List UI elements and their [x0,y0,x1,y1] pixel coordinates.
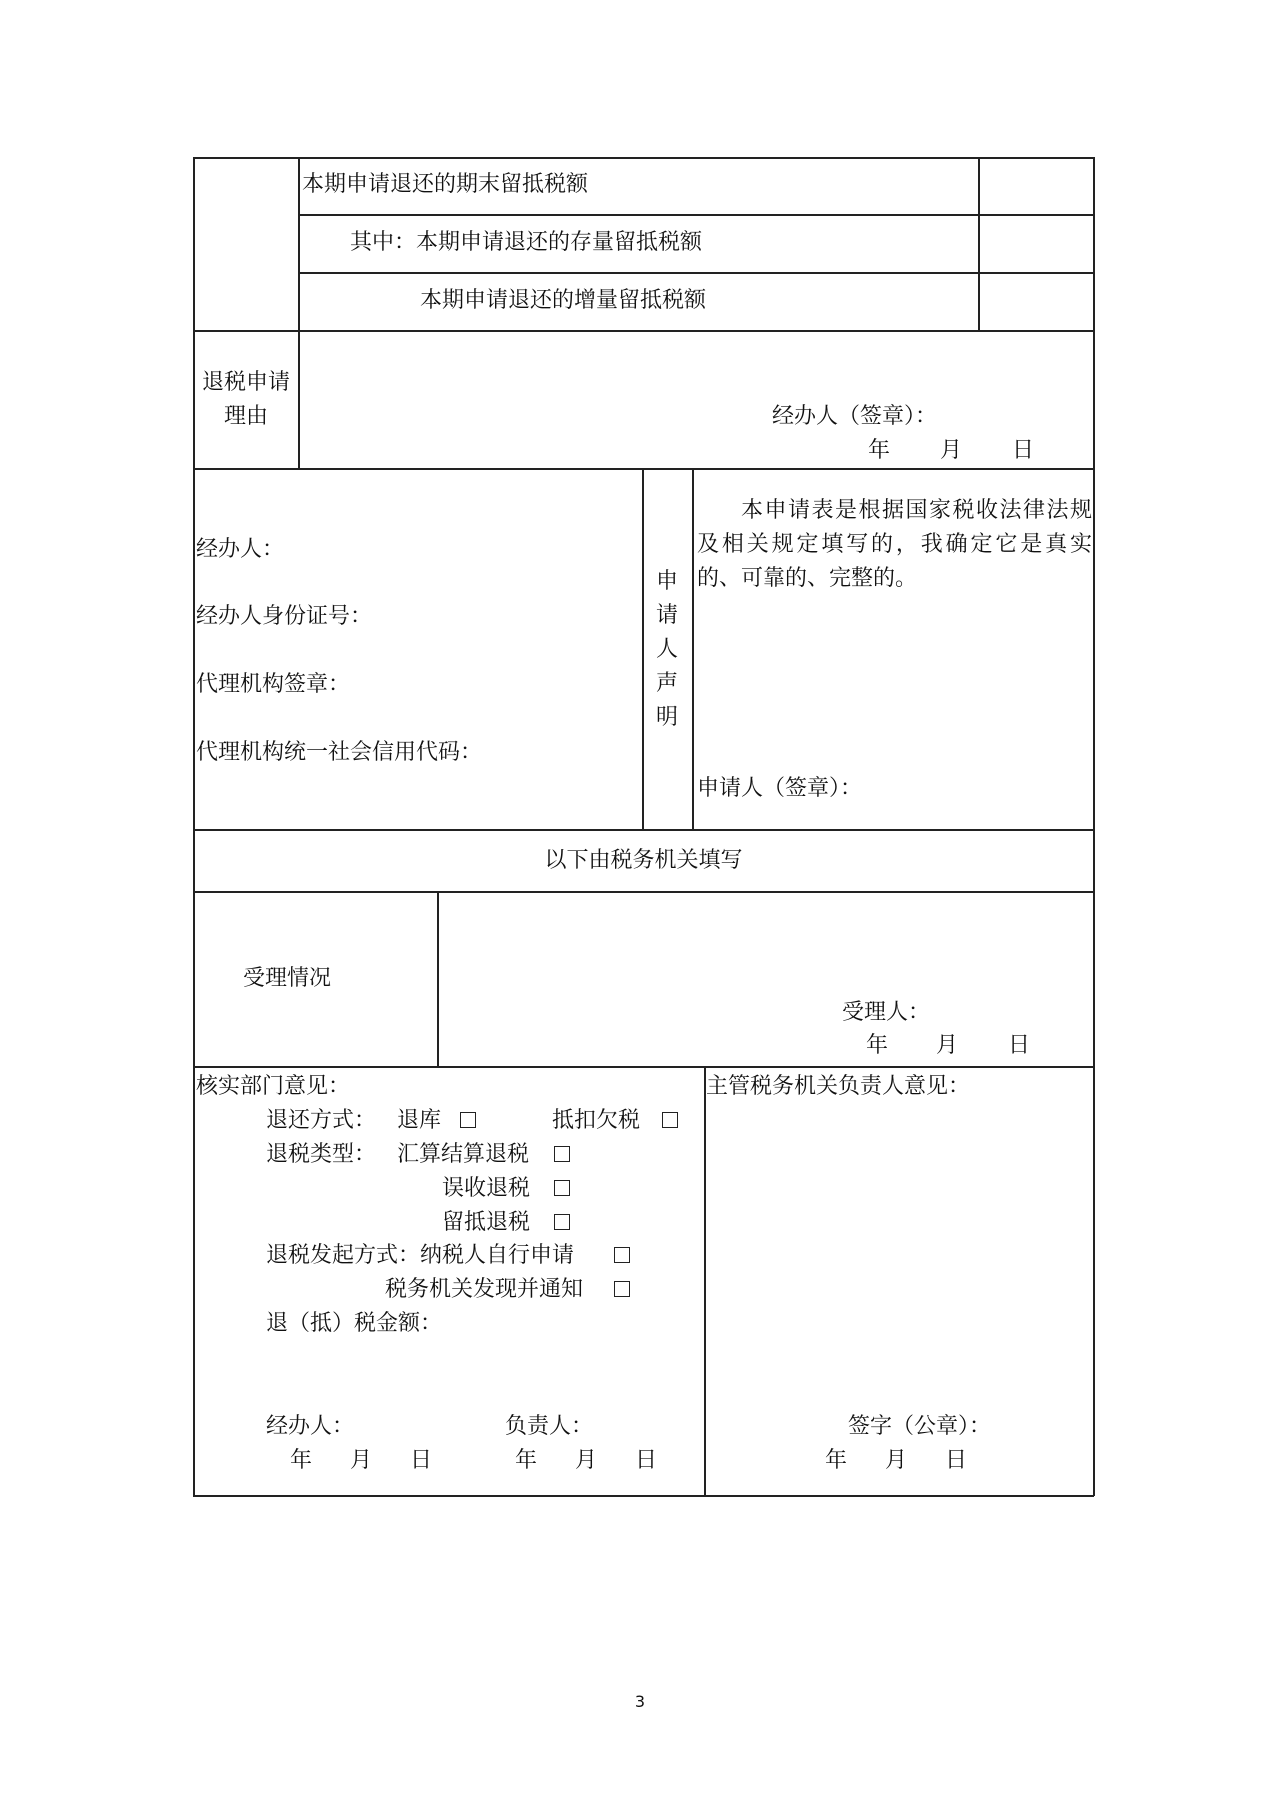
head-opinion-sign: 签字（公章）： [848,1414,992,1439]
declaration-char: 请 [655,603,678,628]
acceptance-receiver: 受理人： [842,1000,931,1025]
head-opinion-input-area[interactable] [708,1110,1090,1400]
refund-type-label: 退税类型： [266,1142,377,1167]
offset-arrears-checkbox[interactable] [662,1112,678,1128]
declaration-char: 声 [655,671,678,696]
opt-erroneous-label: 误收退税 [442,1176,531,1201]
stock-refund-label: 其中：本期申请退还的存量留抵税额 [350,230,703,255]
reason-input-area[interactable] [301,333,1091,413]
acceptance-input-area[interactable] [440,894,1090,994]
verification-responsible-label: 负责人： [505,1414,594,1439]
head-opinion-title: 主管税务机关负责人意见： [706,1074,971,1099]
agent-handler-id-label: 经办人身份证号： [196,604,373,629]
opt-credit-label: 留抵退税 [442,1210,531,1235]
reason-signer: 经办人（签章）： [772,404,938,429]
handler-date-month: 月 [350,1448,373,1473]
reason-date-month: 月 [940,438,963,463]
incremental-refund-label: 本期申请退还的增量留抵税额 [420,288,707,313]
acceptance-date-year: 年 [866,1033,889,1058]
incremental-refund-value-cell[interactable] [980,274,1092,329]
head-date-year: 年 [825,1448,848,1473]
acceptance-label: 受理情况 [243,966,332,991]
agent-agency-code-label: 代理机构统一社会信用代码： [196,740,483,765]
verification-handler-label: 经办人： [266,1414,355,1439]
responsible-date-month: 月 [575,1448,598,1473]
reason-label-line1: 退税申请 [201,370,290,395]
settlement-checkbox[interactable] [554,1146,570,1162]
refund-amount-field[interactable] [450,1309,690,1339]
verification-title: 核实部门意见： [196,1074,351,1099]
opt-settlement-label: 汇算结算退税 [397,1142,530,1167]
handler-date-year: 年 [290,1448,313,1473]
declaration-char: 明 [655,705,678,730]
credit-checkbox[interactable] [554,1214,570,1230]
reason-label-line2: 理由 [223,404,268,429]
reason-date-year: 年 [868,438,891,463]
erroneous-checkbox[interactable] [554,1180,570,1196]
handler-date-day: 日 [410,1448,433,1473]
declaration-char: 申 [655,569,678,594]
period-end-refund-label: 本期申请退还的期末留抵税额 [302,172,589,197]
stock-refund-value-cell[interactable] [980,216,1092,271]
initiation-label: 退税发起方式： [266,1243,421,1268]
period-end-refund-value-cell[interactable] [980,159,1092,213]
applicant-sign-label: 申请人（签章）： [697,776,863,801]
treasury-checkbox[interactable] [460,1112,476,1128]
taxpayer-apply-checkbox[interactable] [614,1247,630,1263]
declaration-label [652,565,682,735]
agent-agency-seal-label: 代理机构签章： [196,672,351,697]
office-notify-checkbox[interactable] [614,1281,630,1297]
declaration-char: 人 [655,637,678,662]
refund-method-label: 退还方式： [266,1108,377,1133]
responsible-date-day: 日 [635,1448,658,1473]
acceptance-date-month: 月 [936,1033,959,1058]
refund-amount-label: 退（抵）税金额： [266,1311,443,1336]
opt-taxpayer-apply-label: 纳税人自行申请 [420,1243,575,1268]
responsible-date-year: 年 [515,1448,538,1473]
head-date-day: 日 [945,1448,968,1473]
head-date-month: 月 [885,1448,908,1473]
agent-handler-label: 经办人： [196,537,285,562]
page-number: 3 [634,1692,646,1711]
tax-office-header: 以下由税务机关填写 [544,848,743,873]
reason-date-day: 日 [1012,438,1035,463]
opt-offset-arrears-label: 抵扣欠税 [552,1108,641,1133]
acceptance-date-day: 日 [1008,1033,1031,1058]
opt-office-notify-label: 税务机关发现并通知 [385,1277,584,1302]
declaration-text: 本申请表是根据国家税收法律法规及相关规定填写的，我确定它是真实的、可靠的、完整的。 [697,498,1092,591]
opt-treasury-label: 退库 [397,1108,442,1133]
